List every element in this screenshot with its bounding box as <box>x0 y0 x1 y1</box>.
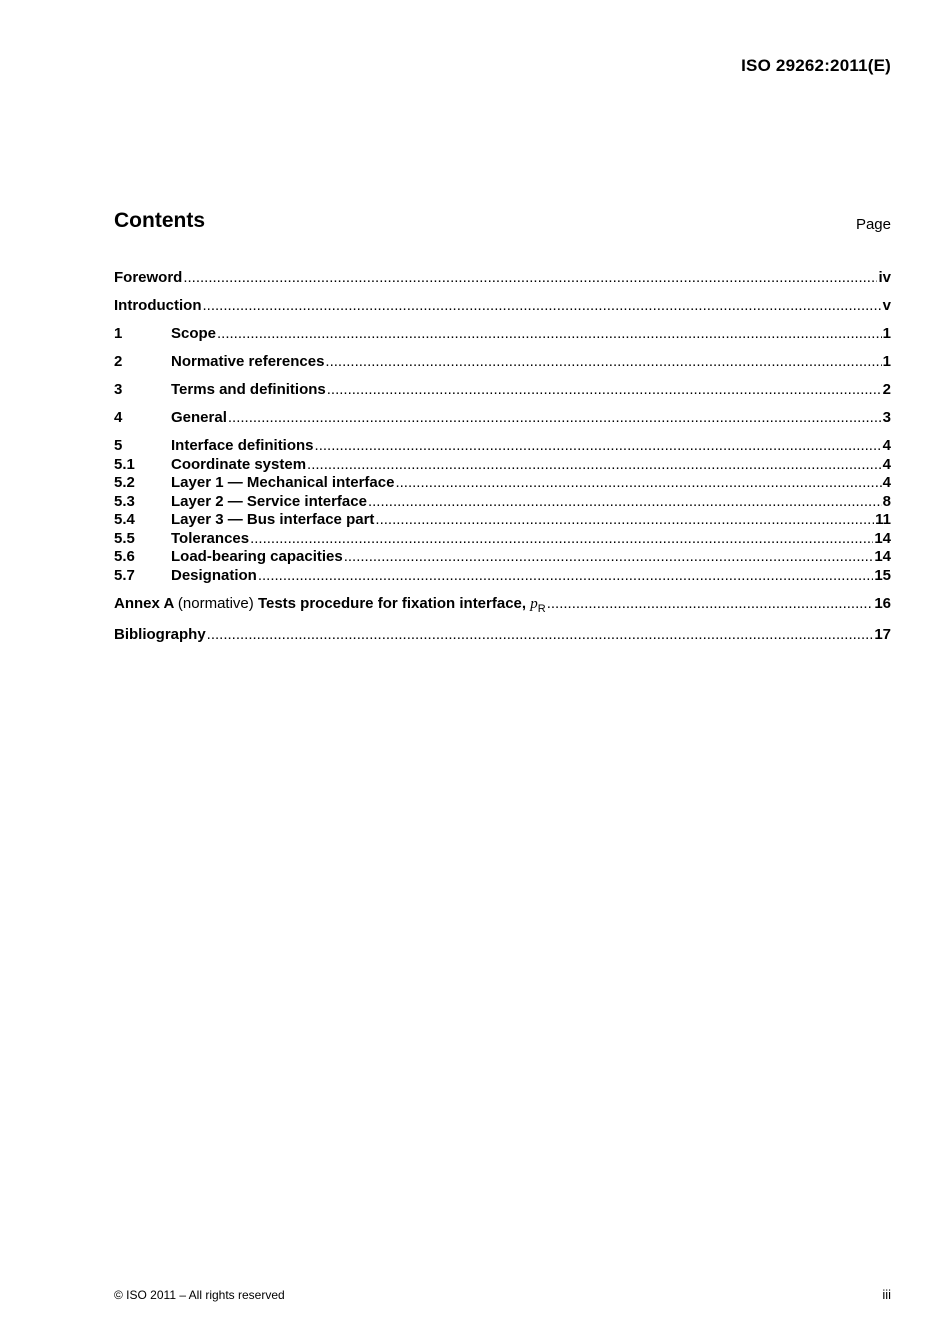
toc-entry-number: 5.1 <box>114 455 135 473</box>
toc-entry-page: 4 <box>882 437 891 454</box>
contents-heading: Contents <box>114 209 205 232</box>
toc-entry-page: v <box>882 297 891 314</box>
toc-leader-dots <box>228 409 882 428</box>
toc-entry-layer-2[interactable] <box>114 493 891 512</box>
pressure-symbol: $p_R$ <box>530 595 546 613</box>
toc-entry-number: 5 <box>114 437 123 454</box>
table-of-contents <box>114 269 891 645</box>
toc-leader-dots <box>307 456 882 475</box>
toc-entry-general[interactable] <box>114 409 891 428</box>
toc-entry-page: 1 <box>882 325 891 342</box>
toc-entry-number: 5.7 <box>114 566 135 584</box>
toc-entry-title: Terms and definitions <box>171 381 326 398</box>
toc-entry-page: 14 <box>874 548 891 565</box>
toc-entry-annex-a[interactable] <box>114 595 891 614</box>
toc-entry-page: 15 <box>874 566 891 584</box>
annex-type-note: (normative) <box>177 594 254 612</box>
toc-entry-coordinate-system[interactable] <box>114 456 891 475</box>
toc-entry-page: iv <box>878 269 891 286</box>
toc-entry-number: 4 <box>114 409 123 426</box>
toc-entry-title: Scope <box>171 325 217 342</box>
toc-entry-page: 8 <box>882 492 891 510</box>
toc-entry-page: 2 <box>882 381 891 398</box>
toc-entry-page: 14 <box>874 529 891 547</box>
toc-entry-number: 2 <box>114 353 123 370</box>
toc-entry-terms-and-definitions[interactable] <box>114 381 891 400</box>
toc-entry-designation[interactable] <box>114 567 891 586</box>
footer-copyright: © ISO 2011 – All rights reserved <box>114 1288 285 1302</box>
toc-entry-title: Coordinate system <box>171 455 307 473</box>
toc-entry-bibliography[interactable] <box>114 626 891 645</box>
toc-entry-title: Layer 1 — Mechanical interface <box>171 474 395 491</box>
toc-leader-dots <box>344 548 874 567</box>
toc-leader-dots <box>395 474 881 493</box>
toc-entry-title: Normative references <box>171 353 325 370</box>
toc-leader-dots <box>183 269 877 288</box>
toc-entry-title <box>114 595 546 614</box>
page-column-label: Page <box>855 216 891 233</box>
toc-entry-layer-1[interactable] <box>114 474 891 493</box>
toc-entry-title: Foreword <box>114 269 183 286</box>
toc-entry-title: Designation <box>171 566 257 584</box>
toc-entry-foreword[interactable] <box>114 269 891 288</box>
toc-entry-number: 5.2 <box>114 474 135 491</box>
toc-leader-dots <box>315 437 882 456</box>
toc-entry-interface-definitions[interactable] <box>114 437 891 456</box>
toc-leader-dots <box>375 511 874 530</box>
toc-leader-dots <box>547 595 874 614</box>
toc-leader-dots <box>207 626 874 645</box>
toc-leader-dots <box>368 493 882 512</box>
toc-entry-title: Bibliography <box>114 626 206 643</box>
toc-entry-title: Layer 3 — Bus interface part <box>171 511 375 528</box>
toc-entry-page: 3 <box>882 409 891 426</box>
toc-entry-load-bearing-capacities[interactable] <box>114 548 891 567</box>
annex-title: Tests procedure for fixation interface, <box>257 594 527 612</box>
toc-leader-dots <box>217 325 882 344</box>
toc-entry-number: 5.4 <box>114 511 135 528</box>
toc-entry-page: 4 <box>882 474 891 491</box>
toc-entry-number: 5.6 <box>114 548 135 565</box>
toc-entry-number: 5.5 <box>114 529 135 547</box>
toc-entry-number: 1 <box>114 325 123 342</box>
toc-entry-page: 16 <box>874 594 891 612</box>
toc-entry-title: Interface definitions <box>171 437 314 454</box>
toc-entry-page: 17 <box>874 626 891 643</box>
toc-entry-introduction[interactable] <box>114 297 891 316</box>
toc-entry-layer-3[interactable] <box>114 511 891 530</box>
toc-entry-title: Introduction <box>114 297 202 314</box>
document-id: ISO 29262:2011(E) <box>741 56 891 75</box>
toc-entry-title: Tolerances <box>171 529 250 547</box>
footer-page-number: iii <box>882 1287 891 1302</box>
toc-entry-page: 11 <box>875 511 891 528</box>
toc-entry-title: Layer 2 — Service interface <box>171 492 367 510</box>
annex-label: Annex A <box>114 594 174 612</box>
toc-leader-dots <box>327 381 882 400</box>
toc-entry-title: General <box>171 409 227 426</box>
toc-leader-dots <box>250 530 873 549</box>
toc-entry-page: 1 <box>882 353 891 370</box>
toc-leader-dots <box>258 567 873 586</box>
toc-entry-number: 5.3 <box>114 492 135 510</box>
toc-entry-scope[interactable] <box>114 325 891 344</box>
toc-entry-page: 4 <box>882 455 891 473</box>
toc-entry-tolerances[interactable] <box>114 530 891 549</box>
toc-entry-title: Load-bearing capacities <box>171 548 343 565</box>
toc-leader-dots <box>325 353 881 372</box>
toc-leader-dots <box>202 297 881 316</box>
toc-entry-number: 3 <box>114 381 123 398</box>
toc-entry-normative-references[interactable] <box>114 353 891 372</box>
